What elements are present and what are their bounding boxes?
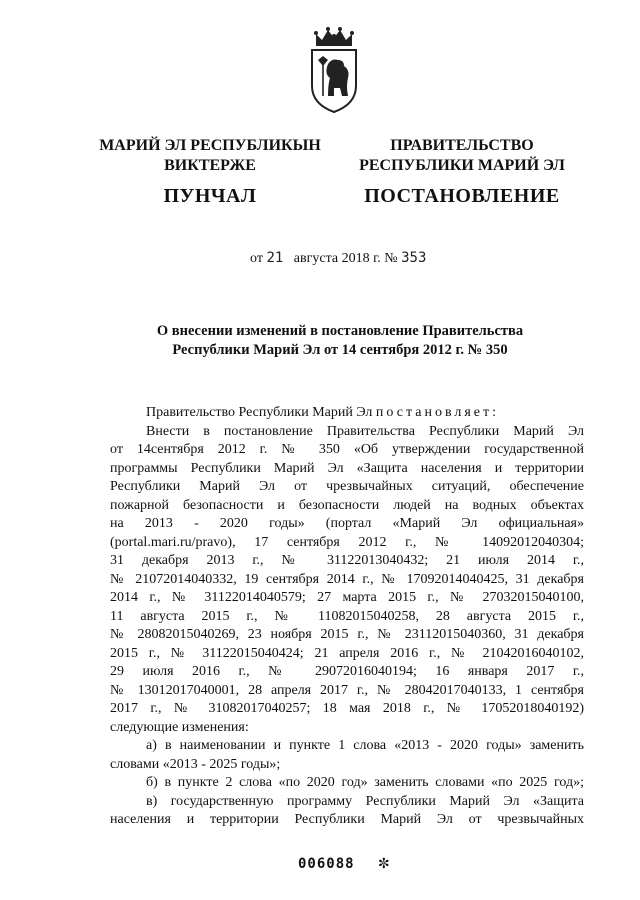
body-line: Внести в постановление Правительства Республики Марий Эл bbox=[146, 423, 584, 439]
header-mari-title: ПУНЧАЛ bbox=[163, 185, 257, 207]
subject-line-1: О внесении изменений в постановление Правительства bbox=[156, 323, 524, 339]
document-number: 353 bbox=[401, 250, 427, 266]
body-intro-text: Правительство Республики Марий Эл bbox=[146, 405, 376, 420]
document-body bbox=[110, 404, 584, 830]
body-line: на 2013 - 2020 годы» (портал «Марий Эл официальная» bbox=[110, 516, 584, 531]
item-a-line1: а) в наименовании и пункте 1 слова «2013 - 2020 годы» заменить bbox=[146, 738, 584, 753]
date-day: 21 bbox=[266, 250, 284, 266]
document-subject bbox=[130, 322, 550, 360]
body-line: следующие изменения: bbox=[110, 719, 249, 735]
body-line: № 21072014040332, 19 сентября 2014 г., № 17092014040425, 31 декабря bbox=[110, 571, 584, 587]
header-russian-line1: ПРАВИТЕЛЬСТВО bbox=[390, 137, 534, 154]
body-line: 29 июля 2016 г., № 29072016040194; 16 января 2017 г., bbox=[110, 664, 584, 679]
date-line bbox=[250, 250, 426, 267]
body-line: от 14сентября 2012 г. № 350 «Об утверждении государственной bbox=[110, 442, 584, 457]
body-line: (portal.mari.ru/pravo), 17 сентября 2012 г., № 14092012040304; bbox=[110, 534, 584, 550]
header-mari-line2: ВИКТЕРЖЕ bbox=[164, 157, 256, 174]
body-line: № 13012017040001, 28 апреля 2017 г., № 28042017040133, 1 сентября bbox=[110, 682, 584, 698]
body-line: программы Республики Марий Эл «Защита населения и территории bbox=[110, 460, 584, 476]
body-intro-spaced: постановляет: bbox=[375, 405, 500, 420]
item-a-line2: словами «2013 - 2025 годы»; bbox=[110, 756, 281, 772]
body-line: № 28082015040269, 23 ноября 2015 г., № 23112015040360, 31 декабря bbox=[110, 627, 584, 642]
item-c-line2: населения и территории Республики Марий Эл от чрезвычайных bbox=[110, 812, 584, 827]
coat-of-arms-icon bbox=[306, 24, 362, 114]
header-mari-line1: МАРИЙ ЭЛ РЕСПУБЛИКЫН bbox=[99, 137, 321, 154]
body-line: 11 августа 2015 г., № 11082015040258, 28 августа 2015 г., bbox=[110, 608, 584, 624]
body-line: Республики Марий Эл от чрезвычайных ситуаций, обеспечение bbox=[110, 479, 584, 494]
date-month-year: августа 2018 г. № bbox=[293, 251, 398, 266]
header-mari bbox=[88, 136, 332, 206]
item-b: б) в пункте 2 слова «по 2020 год» заменить словами «по 2025 год»; bbox=[146, 775, 584, 790]
body-line: 2017 г., № 31082017040257; 18 мая 2018 г., № 17052018040192) bbox=[110, 701, 584, 716]
date-prefix: от bbox=[250, 251, 263, 266]
subject-line-2: Республики Марий Эл от 14 сентября 2012 г. № 350 bbox=[172, 342, 508, 358]
body-line: пожарной безопасности и безопасности людей на водных объектах bbox=[110, 497, 584, 513]
asterisk-icon: ✼ bbox=[378, 856, 391, 872]
body-intro bbox=[110, 404, 584, 423]
body-line: 2014 г., № 31122014040579; 27 марта 2015 г., № 27032015040100, bbox=[110, 590, 584, 605]
body-line: 31 декабря 2013 г., № 31122013040432; 21 июля 2014 г., bbox=[110, 553, 584, 568]
item-c-line1: в) государственную программу Республики Марий Эл «Защита bbox=[146, 793, 584, 809]
header-russian bbox=[348, 136, 576, 206]
footer-serial bbox=[298, 856, 391, 872]
body-line: 2015 г., № 31122015040424; 21 апреля 2016 г., № 21042016040102, bbox=[110, 645, 584, 661]
header-russian-title: ПОСТАНОВЛЕНИЕ bbox=[364, 185, 560, 207]
serial-number: 006088 bbox=[298, 856, 355, 872]
header-russian-line2: РЕСПУБЛИКИ МАРИЙ ЭЛ bbox=[359, 157, 565, 174]
